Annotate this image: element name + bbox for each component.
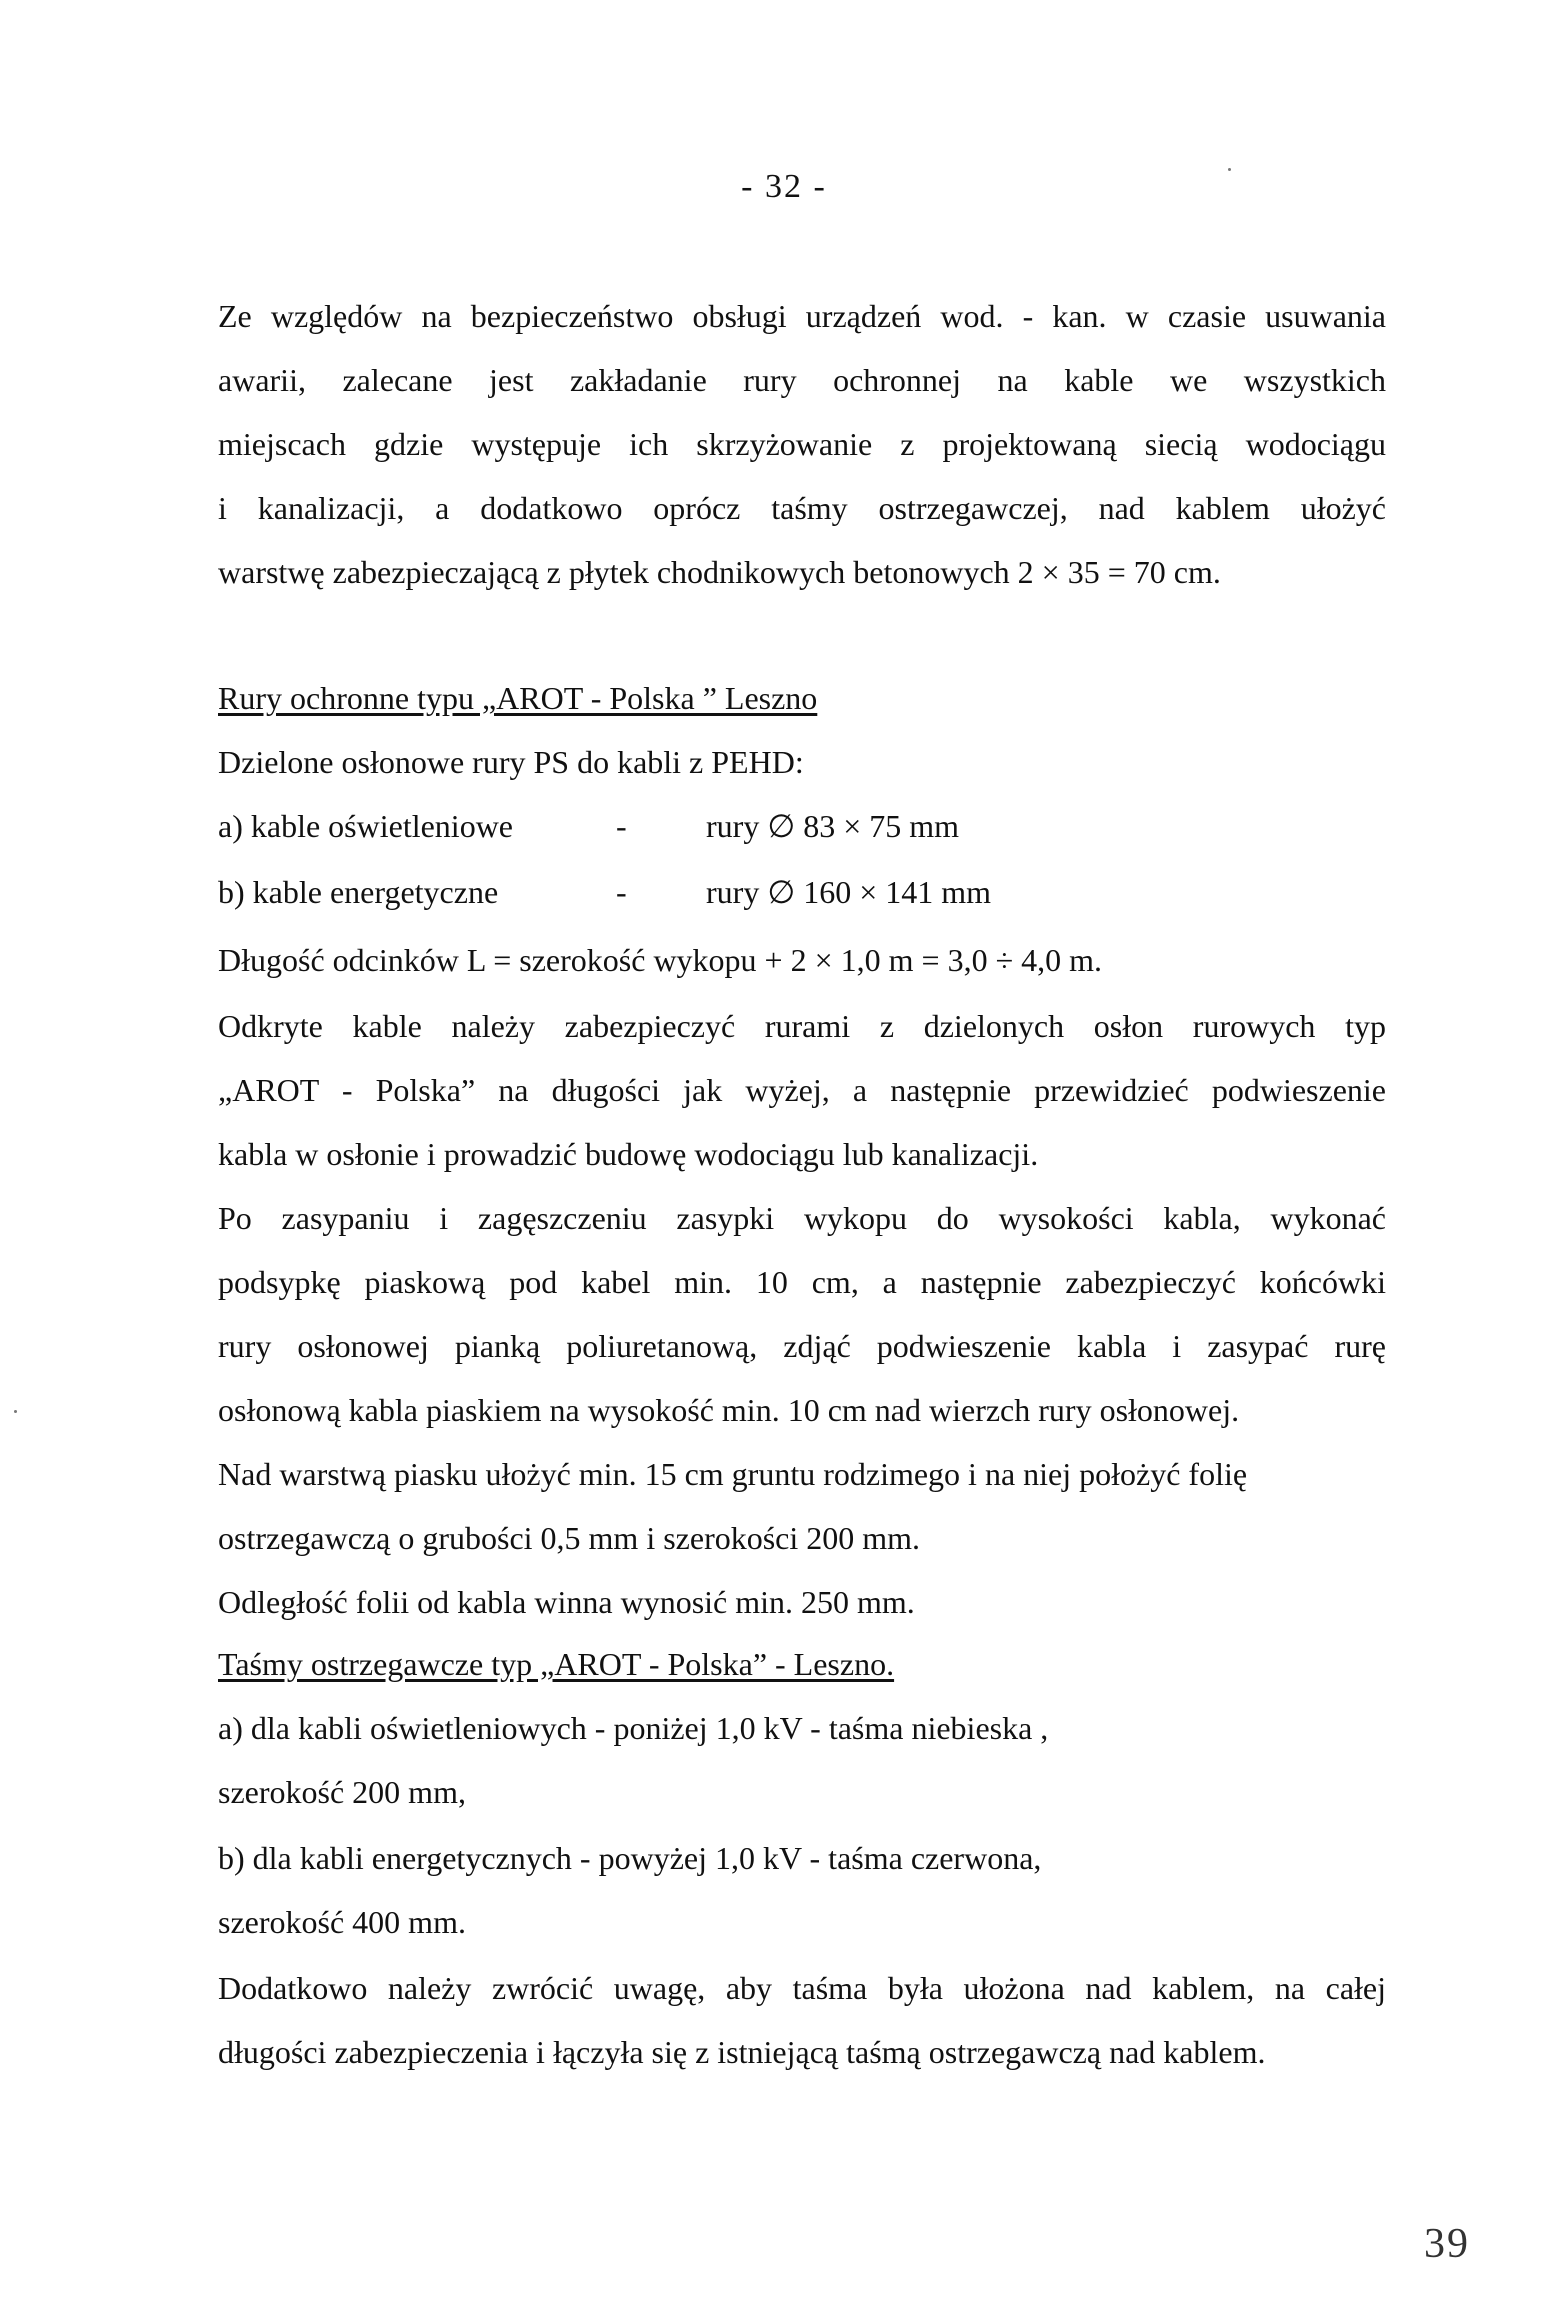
paragraph-line: Długość odcinków L = szerokość wykopu + 2 × 1,0 m = 3,0 ÷ 4,0 m. (218, 942, 1103, 978)
paragraph-line: Odkryte kable należy zabezpieczyć rurami z dzielonych osłon rurowych typ (218, 1008, 1386, 1044)
paragraph-line: warstwę zabezpieczającą z płytek chodnikowych betonowych 2 × 35 = 70 cm. (218, 554, 1221, 590)
pipe-row (218, 806, 1386, 846)
pipe-row-dash: - (616, 874, 627, 910)
section-heading-pipes: Rury ochronne typu „AROT - Polska ” Leszno (218, 680, 818, 716)
paragraph-line: szerokość 200 mm, (218, 1774, 466, 1810)
paragraph-line: b) dla kabli energetycznych - powyżej 1,0 kV - taśma czerwona, (218, 1840, 1042, 1876)
paragraph-line: osłonową kabla piaskiem na wysokość min. 10 cm nad wierzch rury osłonowej. (218, 1392, 1240, 1428)
pipe-row-value: rury ∅ 160 × 141 mm (706, 874, 992, 910)
paragraph-line: miejscach gdzie występuje ich skrzyżowanie z projektowaną siecią wodociągu (218, 426, 1386, 462)
paragraph-line: kabla w osłonie i prowadzić budowę wodociągu lub kanalizacji. (218, 1136, 1039, 1172)
paragraph-line: „AROT - Polska” na długości jak wyżej, a następnie przewidzieć podwieszenie (218, 1072, 1386, 1108)
paragraph-line: długości zabezpieczenia i łączyła się z istniejącą taśmą ostrzegawczą nad kablem. (218, 2034, 1266, 2070)
pipe-row-label: b) kable energetyczne (218, 874, 499, 910)
pipe-row-label: a) kable oświetleniowe (218, 808, 513, 844)
section-intro: Dzielone osłonowe rury PS do kabli z PEHD: (218, 744, 804, 780)
paragraph-line: rury osłonowej pianką poliuretanową, zdjąć podwieszenie kabla i zasypać rurę (218, 1328, 1386, 1364)
scan-speck (1228, 168, 1231, 171)
pipe-row-dash: - (616, 808, 627, 844)
scan-speck (14, 1410, 17, 1413)
paragraph-line: Odległość folii od kabla winna wynosić min. 250 mm. (218, 1584, 915, 1620)
paragraph-line: podsypkę piaskową pod kabel min. 10 cm, a następnie zabezpieczyć końcówki (218, 1264, 1386, 1300)
paragraph-line: Po zasypaniu i zagęszczeniu zasypki wykopu do wysokości kabla, wykonać (218, 1200, 1386, 1236)
paragraph-line: ostrzegawczą o grubości 0,5 mm i szerokości 200 mm. (218, 1520, 921, 1556)
pipe-row-value: rury ∅ 83 × 75 mm (706, 808, 960, 844)
paragraph-line: Nad warstwą piasku ułożyć min. 15 cm gruntu rodzimego i na niej położyć folię (218, 1456, 1248, 1492)
paragraph-line: awarii, zalecane jest zakładanie rury ochronnej na kable we wszystkich (218, 362, 1386, 398)
section-heading-tapes: Taśmy ostrzegawcze typ „AROT - Polska” - Leszno. (218, 1646, 895, 1682)
paragraph-line: a) dla kabli oświetleniowych - poniżej 1,0 kV - taśma niebieska , (218, 1710, 1049, 1746)
paragraph-line: Dodatkowo należy zwrócić uwagę, aby taśma była ułożona nad kablem, na całej (218, 1970, 1386, 2006)
handwritten-page-stamp: 39 (1424, 2221, 1470, 2267)
paragraph-line: i kanalizacji, a dodatkowo oprócz taśmy ostrzegawczej, nad kablem ułożyć (218, 490, 1386, 526)
paragraph-line: Ze względów na bezpieczeństwo obsługi urządzeń wod. - kan. w czasie usuwania (218, 298, 1386, 334)
page-number: - 32 - (741, 168, 827, 205)
pipe-row (218, 872, 1386, 912)
paragraph-line: szerokość 400 mm. (218, 1904, 466, 1940)
